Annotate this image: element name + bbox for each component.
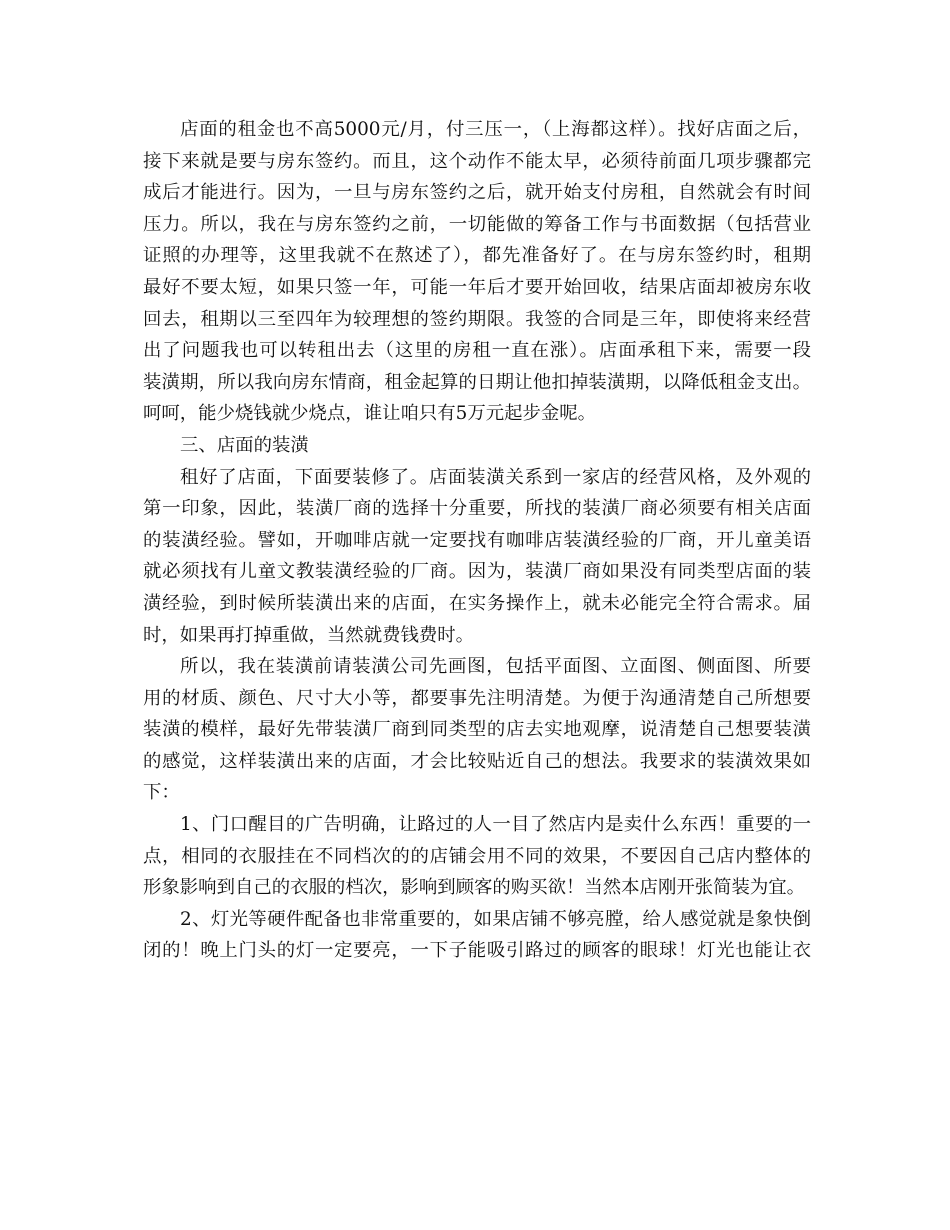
paragraph-line: 时，如果再打掉重做，当然就费钱费时。 bbox=[143, 624, 475, 646]
paragraph-line: 下： bbox=[143, 782, 180, 804]
paragraph-line: 的感觉，这样装潢出来的店面，才会比较贴近自己的想法。我要求的装潢效果如 bbox=[143, 750, 811, 772]
paragraph-line: 店面的租金也不高5000元/月，付三压一，（上海都这样）。找好店面之后， bbox=[180, 119, 811, 140]
paragraph-line: 接下来就是要与房东签约。而且，这个动作不能太早，必须待前面几项步骤都完 bbox=[143, 150, 811, 172]
paragraph-rent bbox=[143, 114, 811, 430]
paragraph-line: 最好不要太短，如果只签一年，可能一年后才要开始回收，结果店面却被房东收 bbox=[143, 276, 811, 298]
paragraph-line: 装潢期，所以我向房东情商，租金起算的日期让他扣掉装潢期，以降低租金支出。 bbox=[143, 371, 811, 393]
paragraph-line: 2、灯光等硬件配备也非常重要的，如果店铺不够亮膛，给人感觉就是象快倒 bbox=[180, 908, 811, 930]
paragraph-line: 用的材质、颜色、尺寸大小等，都要事先注明清楚。为便于沟通清楚自己所想要 bbox=[143, 687, 811, 709]
paragraph-line: 的装潢经验。譬如，开咖啡店就一定要找有咖啡店装潢经验的厂商，开儿童美语 bbox=[143, 529, 811, 551]
paragraph-line: 租好了店面，下面要装修了。店面装潢关系到一家店的经营风格，及外观的 bbox=[180, 466, 811, 488]
paragraph-renovation bbox=[143, 462, 811, 652]
paragraph-line: 就必须找有儿童文教装潢经验的厂商。因为，装潢厂商如果没有同类型店面的装 bbox=[143, 561, 811, 583]
paragraph-line: 出了问题我也可以转租出去（这里的房租一直在涨）。店面承租下来，需要一段 bbox=[143, 340, 811, 362]
paragraph-line: 形象影响到自己的衣服的档次，影响到顾客的购买欲！当然本店刚开张简装为宜。 bbox=[143, 877, 806, 899]
list-item-2 bbox=[143, 904, 811, 967]
paragraph-line: 成后才能进行。因为，一旦与房东签约之后，就开始支付房租，自然就会有时间 bbox=[143, 182, 811, 204]
paragraph-line: 潢经验，到时候所装潢出来的店面，在实务操作上，就未必能完全符合需求。届 bbox=[143, 592, 811, 614]
paragraph-line: 回去，租期以三至四年为较理想的签约期限。我签的合同是三年，即使将来经营 bbox=[143, 308, 811, 330]
paragraph-drawings bbox=[143, 651, 811, 809]
paragraph-line: 呵呵，能少烧钱就少烧点，谁让咱只有5万元起步金呢。 bbox=[143, 403, 597, 425]
list-item-1 bbox=[143, 809, 811, 904]
paragraph-line: 点，相同的衣服挂在不同档次的的店铺会用不同的效果，不要因自己店内整体的 bbox=[143, 845, 811, 867]
paragraph-line: 装潢的模样，最好先带装潢厂商到同类型的店去实地观摩，说清楚自己想要装潢 bbox=[143, 719, 811, 741]
paragraph-line: 闭的！晚上门头的灯一定要亮，一下子能吸引路过的顾客的眼球！灯光也能让衣 bbox=[143, 940, 811, 962]
section-heading: 三、店面的装潢 bbox=[180, 434, 309, 456]
paragraph-line: 所以，我在装潢前请装潢公司先画图，包括平面图、立面图、侧面图、所要 bbox=[180, 656, 811, 678]
paragraph-line: 证照的办理等，这里我就不在熬述了），都先准备好了。在与房东签约时，租期 bbox=[143, 245, 811, 267]
paragraph-line: 1、门口醒目的广告明确，让路过的人一目了然店内是卖什么东西！重要的一 bbox=[180, 814, 811, 836]
paragraph-line: 第一印象，因此，装潢厂商的选择十分重要，所找的装潢厂商必须要有相关店面 bbox=[143, 498, 811, 520]
document-body bbox=[143, 114, 811, 967]
paragraph-line: 压力。所以，我在与房东签约之前，一切能做的筹备工作与书面数据（包括营业 bbox=[143, 213, 811, 235]
